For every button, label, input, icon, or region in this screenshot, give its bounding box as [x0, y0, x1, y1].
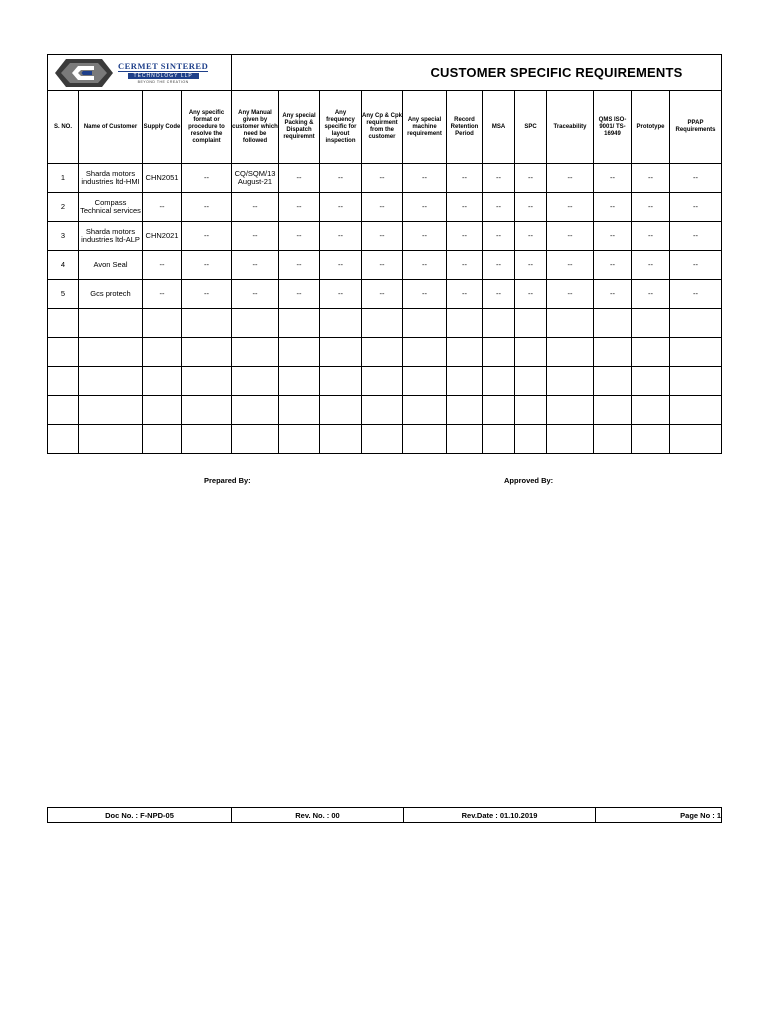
empty-cell [403, 338, 447, 367]
empty-cell [320, 309, 362, 338]
empty-cell [279, 367, 320, 396]
table-cell: -- [670, 164, 722, 193]
empty-cell [79, 338, 143, 367]
revision-number: Rev. No. : 00 [232, 808, 404, 823]
table-cell: -- [362, 251, 403, 280]
table-cell: -- [182, 222, 232, 251]
table-cell: -- [447, 280, 483, 309]
logo-subtitle: TECHNOLOGY LLP [128, 73, 199, 79]
table-cell: -- [362, 222, 403, 251]
table-cell: -- [279, 251, 320, 280]
column-header: Any Manual given by customer which need be followed [232, 91, 279, 164]
empty-cell [632, 396, 670, 425]
empty-cell [403, 309, 447, 338]
table-cell: -- [320, 222, 362, 251]
column-header-row [48, 91, 722, 164]
table-cell: -- [670, 251, 722, 280]
empty-cell [483, 309, 515, 338]
table-cell: -- [483, 193, 515, 222]
table-cell: -- [547, 251, 594, 280]
table-cell: -- [632, 164, 670, 193]
empty-cell [403, 396, 447, 425]
document-title-cell [232, 55, 722, 91]
column-header: PPAP Requirements [670, 91, 722, 164]
column-header: Any specific format or procedure to resolve the complaint [182, 91, 232, 164]
empty-cell [48, 425, 79, 454]
customer-name-cell: Gcs protech [79, 280, 143, 309]
empty-cell [143, 338, 182, 367]
empty-cell [632, 338, 670, 367]
table-cell: -- [515, 193, 547, 222]
empty-cell [48, 338, 79, 367]
empty-cell [547, 309, 594, 338]
empty-table-row [48, 309, 722, 338]
logo-mark-icon [54, 58, 114, 88]
empty-cell [79, 309, 143, 338]
table-row [48, 280, 722, 309]
title-row [48, 55, 722, 91]
empty-table-row [48, 338, 722, 367]
table-cell: -- [547, 164, 594, 193]
column-header: Any Cp & Cpk requirment from the customer [362, 91, 403, 164]
empty-cell [320, 367, 362, 396]
table-body [48, 164, 722, 454]
empty-cell [632, 367, 670, 396]
table-cell: 5 [48, 280, 79, 309]
customer-name-cell: Sharda motors industries ltd-HMI [79, 164, 143, 193]
table-cell: CHN2051 [143, 164, 182, 193]
empty-cell [447, 367, 483, 396]
table-cell: -- [632, 222, 670, 251]
table-cell: -- [182, 164, 232, 193]
empty-cell [403, 425, 447, 454]
empty-cell [483, 396, 515, 425]
table-cell: -- [362, 280, 403, 309]
table-cell: -- [403, 193, 447, 222]
table-cell: -- [320, 164, 362, 193]
doc-number: Doc No. : F-NPD-05 [48, 808, 232, 823]
logo-cell [48, 55, 232, 91]
table-cell: -- [320, 251, 362, 280]
empty-table-row [48, 367, 722, 396]
table-cell: -- [515, 280, 547, 309]
empty-cell [594, 396, 632, 425]
table-cell: -- [670, 222, 722, 251]
customer-name-cell: Sharda motors industries ltd-ALP [79, 222, 143, 251]
table-cell: -- [515, 251, 547, 280]
table-cell: -- [320, 280, 362, 309]
customer-name-cell: Avon Seal [79, 251, 143, 280]
customer-name-cell: Compass Technical services [79, 193, 143, 222]
empty-cell [279, 309, 320, 338]
table-cell: -- [483, 222, 515, 251]
empty-cell [670, 309, 722, 338]
table-cell: -- [143, 280, 182, 309]
empty-table-row [48, 425, 722, 454]
column-header: Prototype [632, 91, 670, 164]
table-cell: 3 [48, 222, 79, 251]
empty-cell [362, 425, 403, 454]
empty-cell [547, 425, 594, 454]
column-header: S. NO. [48, 91, 79, 164]
column-header: Any special Packing & Dispatch requiremnt [279, 91, 320, 164]
empty-cell [320, 425, 362, 454]
table-cell: -- [143, 251, 182, 280]
table-cell: -- [447, 222, 483, 251]
table-cell: 4 [48, 251, 79, 280]
table-cell: -- [447, 251, 483, 280]
table-cell: -- [182, 193, 232, 222]
empty-cell [143, 396, 182, 425]
document-title: CUSTOMER SPECIFIC REQUIREMENTS [430, 65, 683, 80]
empty-cell [447, 338, 483, 367]
logo-brand: CERMET SINTERED [118, 60, 209, 71]
empty-table-row [48, 396, 722, 425]
empty-cell [515, 309, 547, 338]
empty-cell [447, 425, 483, 454]
table-cell: -- [182, 280, 232, 309]
table-cell: -- [594, 164, 632, 193]
empty-cell [79, 425, 143, 454]
table-cell: -- [279, 164, 320, 193]
empty-cell [320, 338, 362, 367]
table-cell: -- [594, 251, 632, 280]
empty-cell [182, 425, 232, 454]
empty-cell [483, 367, 515, 396]
empty-cell [403, 367, 447, 396]
table-cell: CQ/SQM/13 August-21 [232, 164, 279, 193]
empty-cell [143, 309, 182, 338]
table-cell: -- [279, 280, 320, 309]
empty-cell [79, 396, 143, 425]
empty-cell [547, 338, 594, 367]
table-row [48, 222, 722, 251]
empty-cell [320, 396, 362, 425]
table-cell: -- [447, 193, 483, 222]
table-cell: 2 [48, 193, 79, 222]
empty-cell [670, 338, 722, 367]
empty-cell [232, 396, 279, 425]
table-cell: -- [320, 193, 362, 222]
table-cell: -- [515, 164, 547, 193]
table-cell: -- [515, 222, 547, 251]
empty-cell [594, 338, 632, 367]
empty-cell [362, 309, 403, 338]
empty-cell [232, 338, 279, 367]
table-cell: -- [594, 222, 632, 251]
table-cell: -- [182, 251, 232, 280]
empty-cell [632, 309, 670, 338]
empty-cell [362, 338, 403, 367]
empty-cell [670, 367, 722, 396]
document-footer [47, 807, 722, 823]
empty-cell [232, 309, 279, 338]
table-cell: -- [632, 251, 670, 280]
column-header: QMS ISO-9001/ TS-16949 [594, 91, 632, 164]
table-cell: -- [594, 280, 632, 309]
empty-cell [143, 425, 182, 454]
table-cell: -- [447, 164, 483, 193]
table-cell: -- [232, 280, 279, 309]
prepared-by-label: Prepared By: [204, 476, 251, 485]
table-cell: -- [632, 193, 670, 222]
empty-cell [182, 338, 232, 367]
table-cell: -- [632, 280, 670, 309]
column-header: MSA [483, 91, 515, 164]
table-cell: CHN2021 [143, 222, 182, 251]
table-row [48, 251, 722, 280]
empty-cell [232, 367, 279, 396]
table-cell: -- [594, 193, 632, 222]
table-cell: -- [547, 193, 594, 222]
empty-cell [483, 338, 515, 367]
table-cell: -- [483, 164, 515, 193]
empty-cell [515, 425, 547, 454]
table-cell: -- [403, 222, 447, 251]
table-cell: -- [670, 193, 722, 222]
table-cell: -- [279, 193, 320, 222]
empty-cell [48, 309, 79, 338]
table-cell: -- [362, 193, 403, 222]
empty-cell [279, 396, 320, 425]
empty-cell [447, 309, 483, 338]
column-header: Any frequency specific for layout inspection [320, 91, 362, 164]
page-number: Page No : 1 [596, 808, 722, 823]
empty-cell [547, 367, 594, 396]
column-header: Name of Customer [79, 91, 143, 164]
document-sheet [47, 54, 721, 454]
column-header: Supply Code [143, 91, 182, 164]
empty-cell [79, 367, 143, 396]
logo-tagline: BEYOND THE CREATION [137, 79, 189, 84]
table-cell: -- [232, 222, 279, 251]
empty-cell [515, 338, 547, 367]
table-cell: -- [670, 280, 722, 309]
empty-cell [279, 425, 320, 454]
table-cell: -- [547, 222, 594, 251]
empty-cell [362, 367, 403, 396]
empty-cell [143, 367, 182, 396]
empty-cell [182, 367, 232, 396]
table-cell: -- [143, 193, 182, 222]
empty-cell [279, 338, 320, 367]
company-logo [48, 55, 231, 90]
empty-cell [483, 425, 515, 454]
table-cell: -- [232, 193, 279, 222]
table-cell: -- [547, 280, 594, 309]
empty-cell [447, 396, 483, 425]
table-row [48, 164, 722, 193]
empty-cell [515, 367, 547, 396]
empty-cell [362, 396, 403, 425]
table-cell: -- [362, 164, 403, 193]
empty-cell [48, 396, 79, 425]
column-header: Traceability [547, 91, 594, 164]
empty-cell [594, 309, 632, 338]
approved-by-label: Approved By: [504, 476, 554, 485]
table-cell: -- [279, 222, 320, 251]
empty-cell [594, 425, 632, 454]
empty-cell [670, 425, 722, 454]
empty-cell [594, 367, 632, 396]
table-cell: -- [403, 251, 447, 280]
column-header: Any special machine requirement [403, 91, 447, 164]
column-header: Record Retention Period [447, 91, 483, 164]
table-cell: -- [403, 164, 447, 193]
table-cell: 1 [48, 164, 79, 193]
empty-cell [182, 396, 232, 425]
table-cell: -- [232, 251, 279, 280]
revision-date: Rev.Date : 01.10.2019 [404, 808, 596, 823]
empty-cell [48, 367, 79, 396]
table-cell: -- [483, 280, 515, 309]
empty-cell [632, 425, 670, 454]
empty-cell [232, 425, 279, 454]
table-cell: -- [403, 280, 447, 309]
column-header: SPC [515, 91, 547, 164]
empty-cell [515, 396, 547, 425]
table-cell: -- [483, 251, 515, 280]
requirements-table [47, 54, 722, 454]
empty-cell [182, 309, 232, 338]
empty-cell [547, 396, 594, 425]
table-row [48, 193, 722, 222]
empty-cell [670, 396, 722, 425]
